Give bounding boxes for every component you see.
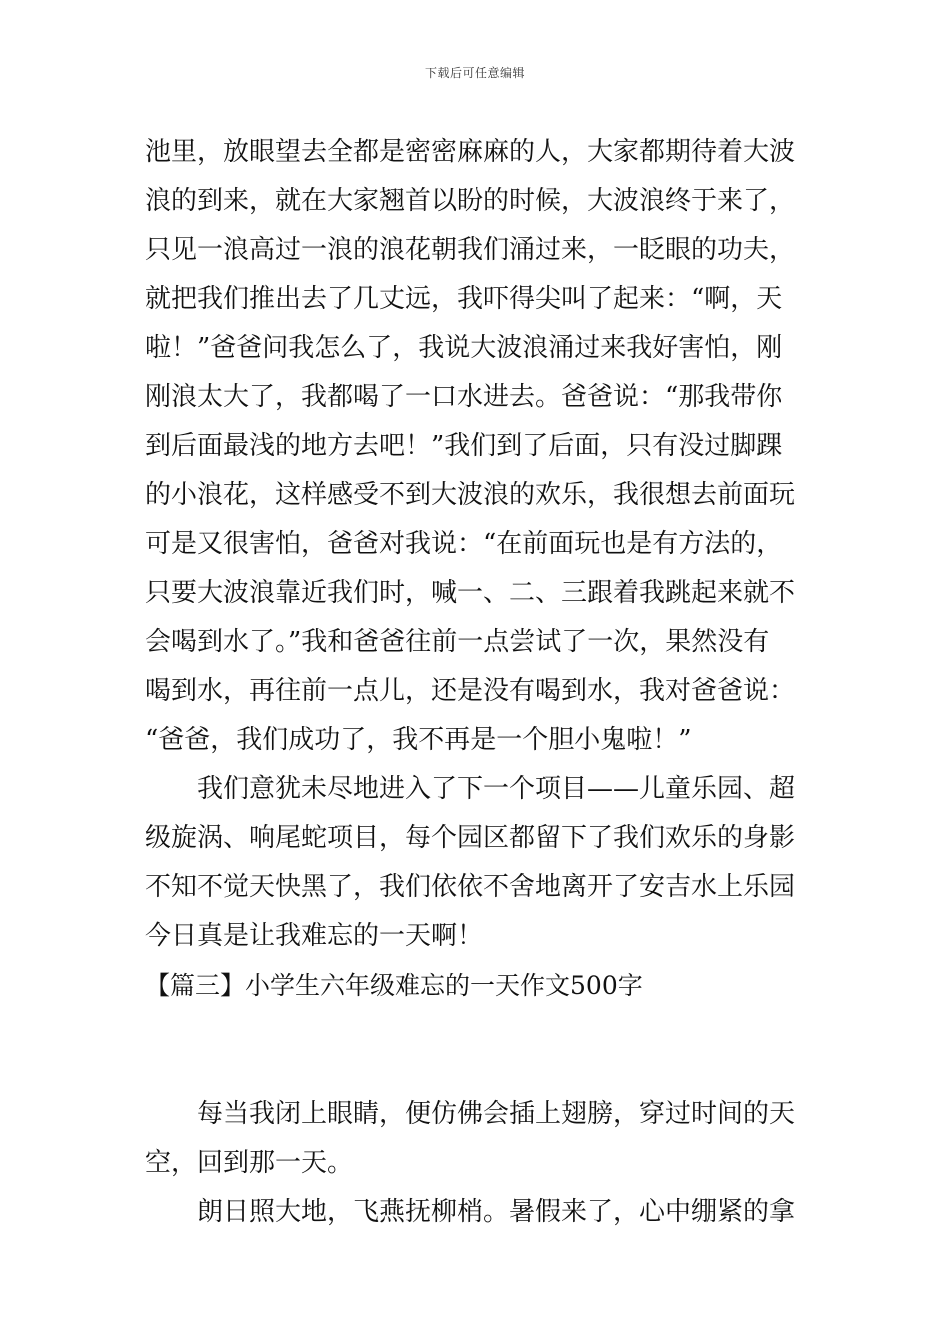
text-line: 到后面最浅的地方去吧！”我们到了后面，只有没过脚踝 (145, 431, 783, 461)
text-line: 会喝到水了。”我和爸爸往前一点尝试了一次，果然没有 (145, 627, 770, 657)
section-heading: 【篇三】小学生六年级难忘的一天作文500字 (145, 971, 643, 1000)
text-line: 级旋涡、响尾蛇项目，每个园区都留下了我们欢乐的身影 (145, 823, 796, 853)
document-body (145, 128, 810, 1237)
text-line: “爸爸，我们成功了，我不再是一个胆小鬼啦！” (145, 725, 692, 755)
text-line: 的小浪花，这样感受不到大波浪的欢乐，我很想去前面玩 (145, 480, 796, 510)
text-line: 我们意犹未尽地进入了下一个项目——儿童乐园、超 (197, 774, 796, 804)
text-line: 啦！”爸爸问我怎么了，我说大波浪涌过来我好害怕，刚 (145, 333, 783, 363)
text-line: 只见一浪高过一浪的浪花朝我们涌过来，一眨眼的功夫， (145, 235, 796, 265)
text-line: 朗日照大地，飞燕抚柳梢。暑假来了，心中绷紧的拿 (197, 1197, 796, 1227)
text-line: 池里，放眼望去全都是密密麻麻的人，大家都期待着大波 (145, 137, 796, 167)
text-line: 就把我们推出去了几丈远，我吓得尖叫了起来：“啊，天 (145, 284, 783, 314)
paragraph-2 (145, 765, 810, 961)
text-line: 刚浪太大了，我都喝了一口水进去。爸爸说：“那我带你 (145, 382, 783, 412)
paragraph-1 (145, 128, 810, 765)
text-line: 可是又很害怕，爸爸对我说：“在前面玩也是有方法的， (145, 529, 783, 559)
text-line: 空，回到那一天。 (145, 1148, 354, 1178)
spacer (145, 1010, 810, 1090)
text-line: 每当我闭上眼睛，便仿佛会插上翅膀，穿过时间的天 (197, 1099, 796, 1129)
text-line: 浪的到来，就在大家翘首以盼的时候，大波浪终于来了， (145, 186, 796, 216)
paragraph-4 (145, 1188, 810, 1237)
text-line: 今日真是让我难忘的一天啊！ (145, 921, 484, 951)
text-line: 只要大波浪靠近我们时，喊一、二、三跟着我跳起来就不 (145, 578, 796, 608)
text-line: 不知不觉天快黑了，我们依依不舍地离开了安吉水上乐园 (145, 872, 796, 902)
text-line: 喝到水，再往前一点儿，还是没有喝到水，我对爸爸说： (145, 676, 796, 706)
page-header: 下载后可任意编辑 (424, 66, 525, 80)
paragraph-3 (145, 1090, 810, 1188)
